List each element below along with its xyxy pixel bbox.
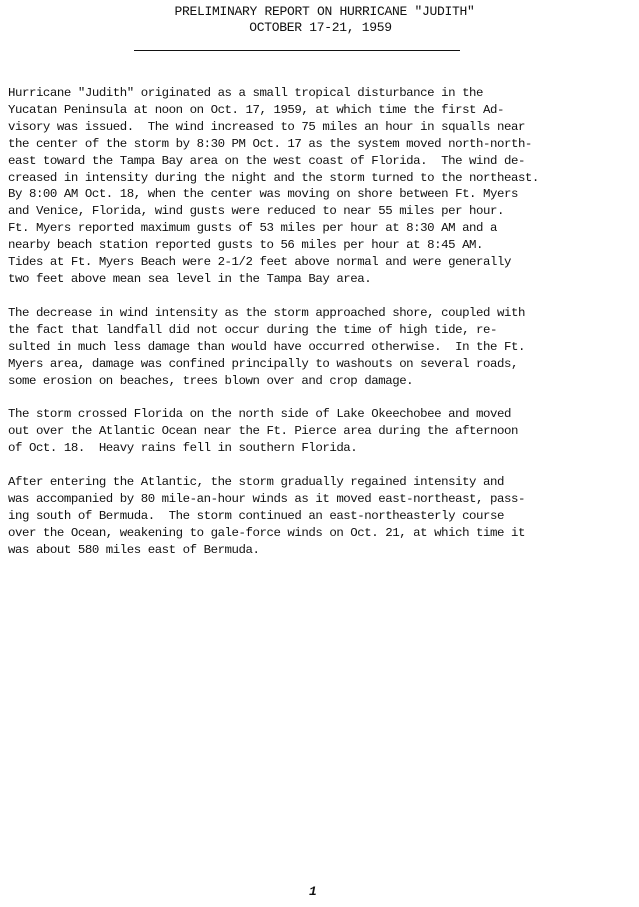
text-line: some erosion on beaches, trees blown over and crop damage. — [8, 373, 414, 388]
text-line: creased in intensity during the night and the storm turned to the northeast. — [8, 170, 539, 185]
text-line: was about 580 miles east of Bermuda. — [8, 542, 260, 557]
text-line: two feet above mean sea level in the Tampa Bay area. — [8, 271, 372, 286]
text-line: sulted in much less damage than would have occurred otherwise. In the Ft. — [8, 339, 525, 354]
report-dates: OCTOBER 17-21, 1959 — [249, 20, 392, 35]
text-line: By 8:00 AM Oct. 18, when the center was moving on shore between Ft. Myers — [8, 187, 518, 202]
text-line: of Oct. 18. Heavy rains fell in southern Florida. — [8, 441, 358, 456]
text-line: over the Ocean, weakening to gale-force winds on Oct. 21, at which time it — [8, 525, 525, 540]
text-line: out over the Atlantic Ocean near the Ft. Pierce area during the afternoon — [8, 424, 518, 439]
text-line: east toward the Tampa Bay area on the west coast of Florida. The wind de- — [8, 153, 525, 168]
paragraph — [8, 85, 639, 288]
page-number: 1 — [309, 884, 317, 899]
text-line: the fact that landfall did not occur during the time of high tide, re- — [8, 322, 497, 337]
text-line: Hurricane "Judith" originated as a small tropical disturbance in the — [8, 86, 484, 100]
text-line: Tides at Ft. Myers Beach were 2-1/2 feet above normal and were generally — [8, 255, 511, 270]
paragraph — [8, 406, 639, 457]
report-body — [8, 85, 639, 576]
paragraph — [8, 474, 639, 559]
text-line: Ft. Myers reported maximum gusts of 53 miles per hour at 8:30 AM and a — [8, 221, 497, 236]
report-title: PRELIMINARY REPORT ON HURRICANE "JUDITH" — [174, 4, 475, 19]
report-header — [0, 4, 639, 36]
header-rule — [134, 50, 460, 51]
text-line: and Venice, Florida, wind gusts were reduced to near 55 miles per hour. — [8, 204, 504, 219]
text-line: ing south of Bermuda. The storm continued an east-northeasterly course — [8, 508, 504, 523]
text-line: Yucatan Peninsula at noon on Oct. 17, 1959, at which time the first Ad- — [8, 102, 504, 117]
text-line: The storm crossed Florida on the north side of Lake Okeechobee and moved — [8, 407, 511, 422]
text-line: Myers area, damage was confined principally to washouts on several roads, — [8, 356, 518, 371]
text-line: was accompanied by 80 mile-an-hour winds as it moved east-northeast, pass- — [8, 492, 525, 507]
text-line: After entering the Atlantic, the storm gradually regained intensity and — [8, 475, 504, 490]
paragraph — [8, 305, 639, 390]
text-line: visory was issued. The wind increased to 75 miles an hour in squalls near — [8, 119, 525, 134]
text-line: The decrease in wind intensity as the storm approached shore, coupled with — [8, 305, 525, 320]
text-line: the center of the storm by 8:30 PM Oct. 17 as the system moved north-north- — [8, 136, 532, 151]
text-line: nearby beach station reported gusts to 56 miles per hour at 8:45 AM. — [8, 238, 484, 253]
